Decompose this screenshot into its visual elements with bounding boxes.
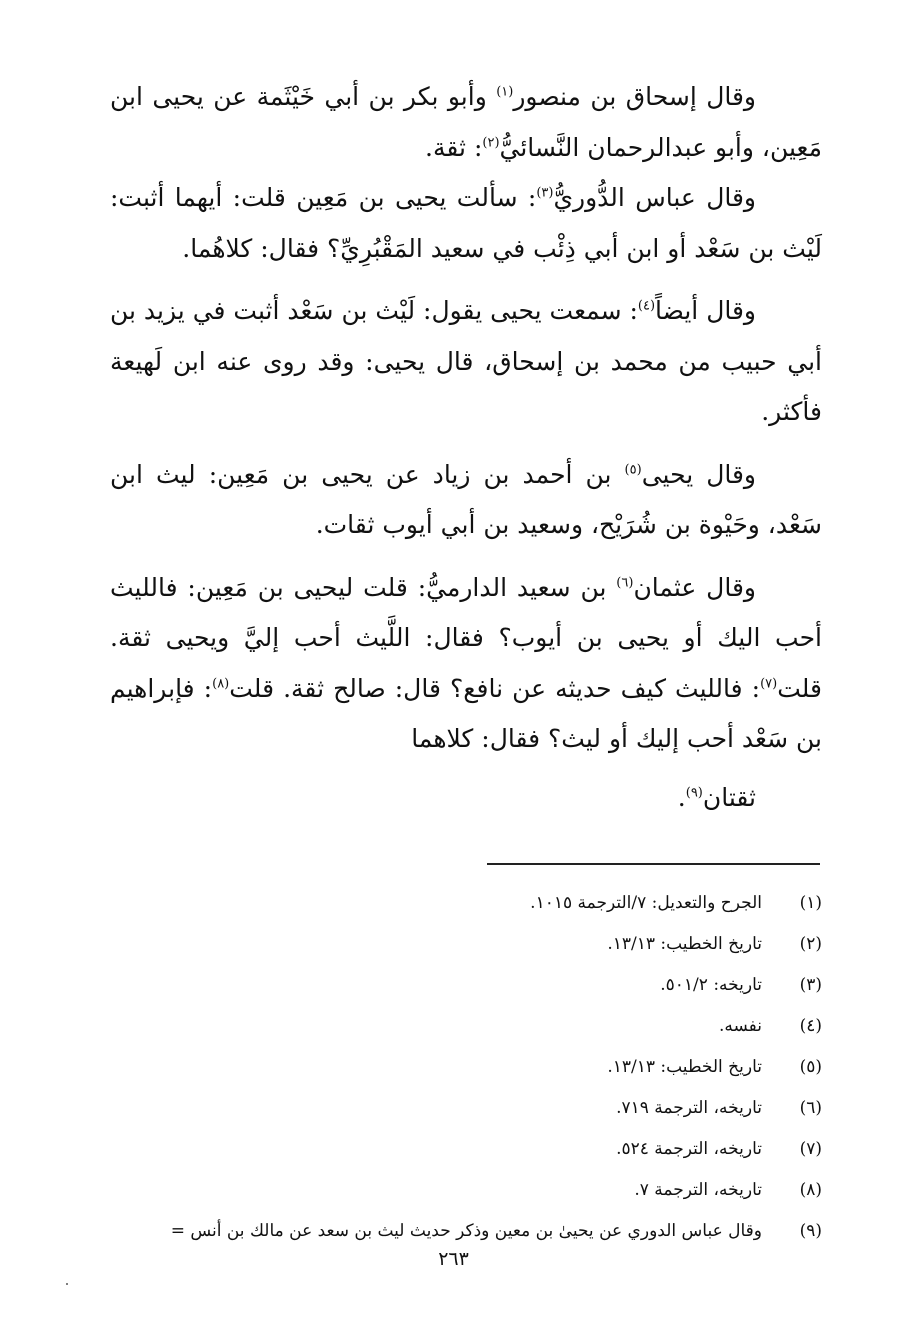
footnote-text: نفسه. [718,1015,762,1036]
main-text [110,72,822,823]
footnote [90,1210,822,1251]
text-segment: ثقتان [702,782,756,812]
text-segment: : فالليث كيف حديثه عن نافع؟ قال: صالح ثقة. قلت [229,673,761,703]
footnote-ref: (٩) [685,785,703,801]
text-segment: : سمعت يحيى يقول: لَيْث بن سَعْد أثبت في يزيد بن أبي حبيب من محمد بن إسحاق، قال يحيى: وقد روى عنه ابن لَهيعة فأكثر. [109,296,822,426]
footnote [90,1169,822,1210]
paragraph [110,563,822,824]
footnote-text: تاريخه، الترجمة ٧١٩. [616,1097,762,1118]
footnote [90,964,822,1005]
paragraph-last-line [678,765,822,824]
footnote-number: (٧) [799,1138,822,1159]
footnote [90,882,822,923]
paragraph [110,286,822,438]
footnote-text: تاريخ الخطيب: ١٣/١٣. [607,933,762,954]
footnote-number: (٩) [799,1220,822,1241]
footnote-number: (٤) [799,1015,822,1036]
footnote-text: تاريخ الخطيب: ١٣/١٣. [607,1056,762,1077]
footnote-ref: (٨) [212,676,230,692]
footnote-ref: (٢) [482,135,500,151]
text-segment: : سألت يحيى بن مَعِين قلت: أيهما أثبت: لَيْث بن سَعْد أو ابن أبي ذِئْب في سعيد المَقْبُرِيِّ؟ فقال: كلاهُما. [110,183,822,263]
text-segment: بن سعيد الدارميُّ: قلت ليحيى بن مَعِين: فالليث أحب اليك أو يحيى بن أيوب؟ فقال: اللَّيث أحب إليَّ ويحيى ثقة. قلت [110,572,822,703]
footnotes-list [90,882,822,1251]
footnote-text: تاريخه، الترجمة ٥٢٤. [616,1138,762,1159]
footnote-text: الجرح والتعديل: ٧/الترجمة ١٠١٥. [530,892,762,913]
footnote-ref: (٥) [624,462,642,478]
footnote [90,1046,822,1087]
paragraph [110,450,822,551]
footnote-text: وقال عباس الدوري عن يحيىٰ بن معين وذكر حديث ليث بن سعد عن مالك بن أنس = [170,1220,762,1241]
text-segment: : ثقة. [425,132,483,162]
footnote-number: (٣) [799,974,822,995]
text-segment: : فإبراهيم بن سَعْد أحب إليك أو ليث؟ فقال: كلاهما [110,673,822,753]
page-number: ٢٦٣ [438,1248,469,1270]
text-segment: وقال يحيى [641,459,756,489]
paragraph [110,72,822,173]
footnote-text: تاريخه: ٥٠١/٢. [660,974,762,995]
footnote-number: (٨) [799,1179,822,1200]
footnote-ref: (١) [496,84,514,100]
text-segment: وقال عثمان [633,572,756,602]
footnote [90,1128,822,1169]
text-segment: وقال عباس الدُّوريُّ [553,183,756,212]
footnote-number: (١) [799,892,822,913]
paragraph [110,173,822,274]
footnote-number: (٥) [799,1056,822,1077]
footnote-ref: (٦) [616,575,634,591]
footnote-separator [487,863,820,865]
text-segment: وقال أيضاً [655,296,756,325]
footnote-number: (٢) [799,933,822,954]
footnote-number: (٦) [799,1097,822,1118]
footnote-ref: (٣) [536,185,554,201]
text-segment: بن أحمد بن زياد عن يحيى بن مَعِين: ليث ابن سَعْد، وحَيْوة بن شُرَيْح، وسعيد بن أبي أيوب ثقات. [110,459,822,539]
footnote-text: تاريخه، الترجمة ٧. [634,1179,762,1200]
scan-speck [66,1283,68,1285]
text-segment: وقال إسحاق بن منصور [513,82,757,111]
text-segment: . [677,782,686,812]
text-segment: وأبو بكر بن أبي خَيْثَمة عن يحيى ابن مَعِين، وأبو عبدالرحمان النَّسائيُّ [110,82,822,162]
footnote [90,923,822,964]
footnote-ref: (٤) [637,298,656,314]
footnote [90,1087,822,1128]
footnote-ref: (٧) [760,676,778,692]
footnote [90,1005,822,1046]
